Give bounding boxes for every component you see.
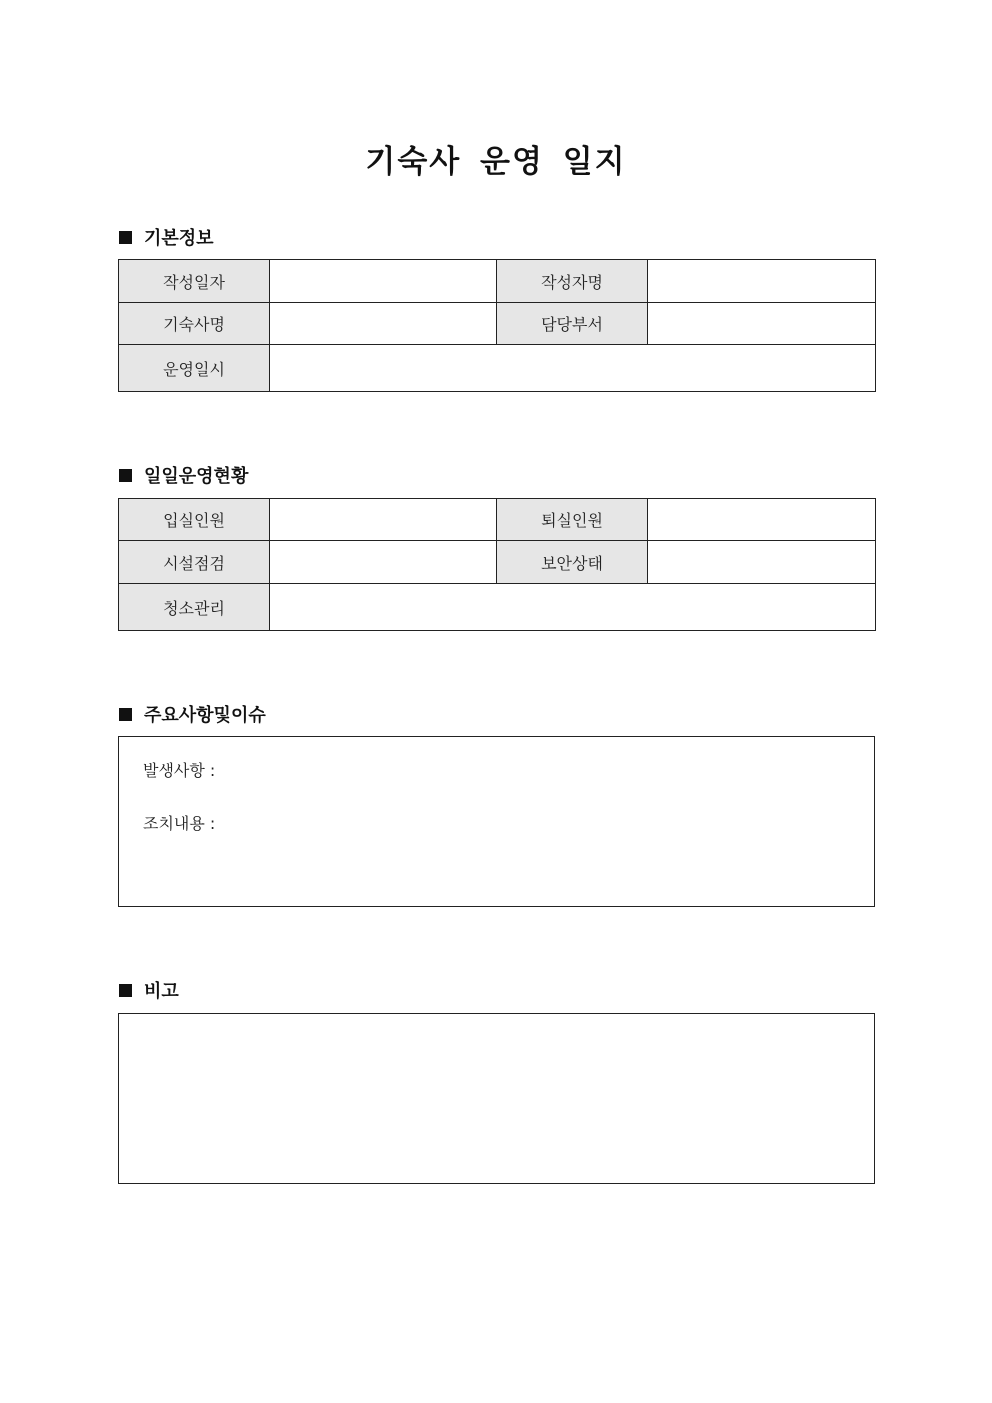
section-heading-label: 비고 (144, 981, 179, 1002)
square-bullet-icon (119, 984, 132, 997)
section-heading-label: 주요사항및이슈 (144, 705, 266, 726)
occurrence-label: 발생사항 : (143, 761, 216, 780)
value-cell[interactable] (648, 541, 876, 584)
value-cell[interactable] (648, 499, 876, 541)
table-row (119, 499, 876, 541)
value-cell[interactable] (270, 303, 497, 345)
section-heading-label: 기본정보 (144, 228, 214, 249)
section-heading-basic (119, 224, 214, 250)
value-cell[interactable] (270, 260, 497, 303)
table-row (119, 303, 876, 345)
value-cell[interactable] (648, 303, 876, 345)
label-cell: 입실인원 (119, 499, 270, 541)
label-cell: 운영일시 (119, 345, 270, 392)
label-cell: 보안상태 (497, 541, 648, 584)
square-bullet-icon (119, 231, 132, 244)
label-cell: 작성일자 (119, 260, 270, 303)
label-cell: 퇴실인원 (497, 499, 648, 541)
label-cell: 담당부서 (497, 303, 648, 345)
label-cell: 시설점검 (119, 541, 270, 584)
value-cell[interactable] (270, 584, 876, 631)
label-cell: 청소관리 (119, 584, 270, 631)
section-heading-remarks (119, 977, 179, 1003)
page-title: 기숙사 운영 일지 (365, 144, 627, 180)
table-row (119, 541, 876, 584)
remarks-box[interactable] (118, 1013, 875, 1184)
square-bullet-icon (119, 469, 132, 482)
basic-info-table (118, 259, 876, 392)
label-cell: 기숙사명 (119, 303, 270, 345)
value-cell[interactable] (270, 541, 497, 584)
table-row (119, 345, 876, 392)
value-cell[interactable] (270, 499, 497, 541)
square-bullet-icon (119, 708, 132, 721)
daily-status-table (118, 498, 876, 631)
value-cell[interactable] (270, 345, 876, 392)
section-heading-label: 일일운영현황 (144, 466, 249, 487)
action-label: 조치내용 : (143, 814, 216, 833)
label-cell: 작성자명 (497, 260, 648, 303)
value-cell[interactable] (648, 260, 876, 303)
section-heading-daily (119, 462, 248, 488)
table-row (119, 584, 876, 631)
section-heading-issues (119, 701, 266, 727)
table-row (119, 260, 876, 303)
issues-box[interactable] (118, 736, 875, 907)
